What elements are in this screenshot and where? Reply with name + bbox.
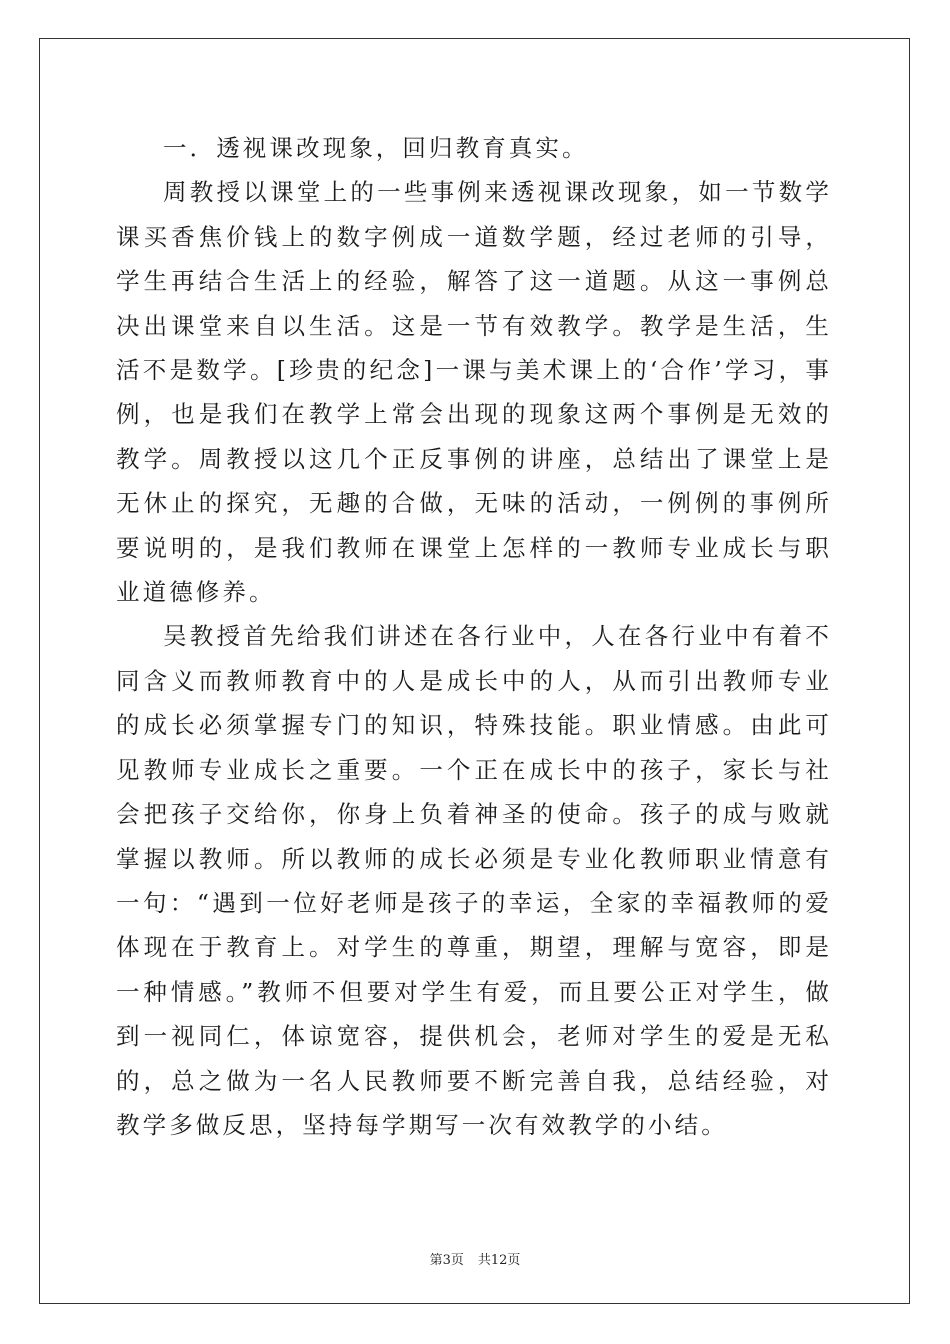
document-body xyxy=(116,126,832,1147)
paragraph-zhou: 周教授以课堂上的一些事例来透视课改现象，如一节数学课买香焦价钱上的数字例成一道数学题，经过老师的引导，学生再结合生活上的经验，解答了这一道题。从这一事例总决出课堂来自以生活。这是一节有效教学。教学是生活，生活不是数学。[珍贵的纪念]一课与美术课上的‘合作’学习，事例，也是我们在教学上常会出现的现象这两个事例是无效的教学。周教授以这几个正反事例的讲座，总结出了课堂上是无休止的探究，无趣的合做，无味的活动，一例例的事例所要说明的，是我们教师在课堂上怎样的一教师专业成长与职业道德修养。 xyxy=(116,178,832,607)
page-number: 第3页 xyxy=(429,1253,464,1268)
page-footer xyxy=(0,1249,950,1268)
page-total: 共12页 xyxy=(477,1253,521,1268)
paragraph-heading: 一．透视课改现象，回归教育真实。 xyxy=(163,134,589,162)
paragraph-wu: 吴教授首先给我们讲述在各行业中，人在各行业中有着不同含义而教师教育中的人是成长中的人，从而引出教师专业的成长必须掌握专门的知识，特殊技能。职业情感。由此可见教师专业成长之重要。一个正在成长中的孩子，家长与社会把孩子交给你，你身上负着神圣的使命。孩子的成与败就掌握以教师。所以教师的成长必须是专业化教师职业情意有一句：“遇到一位好老师是孩子的幸运，全家的幸福教师的爱体现在于教育上。对学生的尊重，期望，理解与宽容，即是一种情感。”教师不但要对学生有爱，而且要公正对学生，做到一视同仁，体谅宽容，提供机会，老师对学生的爱是无私的，总之做为一名人民教师要不断完善自我，总结经验，对教学多做反思，坚持每学期写一次有效教学的小结。 xyxy=(116,622,832,1139)
